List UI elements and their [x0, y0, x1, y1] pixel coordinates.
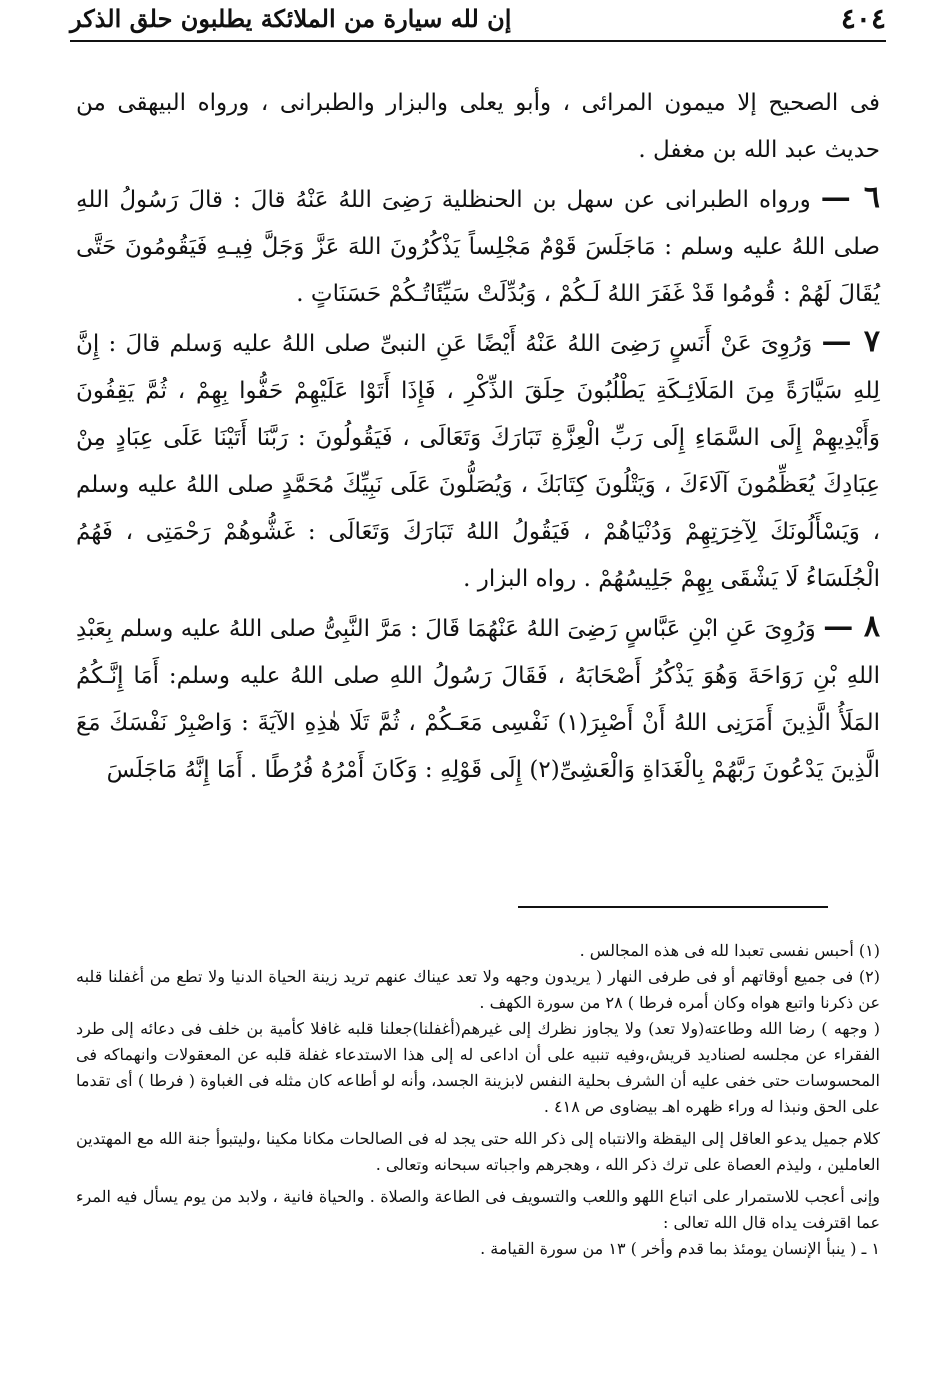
footnote-verse: ١ ـ ( ينبأ الإنسان يومئذ بما قدم وأخر ) ١٣ من سورة القيامة .	[480, 1239, 880, 1258]
running-title: إن لله سيارة من الملائكة يطلبون حلق الذكر	[70, 4, 512, 33]
footnote-remark-2: وإنى أعجب للاستمرار على اتباع اللهو واللعب والتسويف فى الطاعة والصلاة . والحياة فانية ، ولابد من يوم يسأل فيه المرء عما اقترفت يداه قال الله تعالى :	[76, 1187, 880, 1232]
paragraph-text: ورواه الطبرانى عن سهل بن الحنظلية رَضِىَ اللهُ عَنْهُ قالَ : قالَ رَسُولُ اللهِ صلى اللهُ عليه وسلم : مَاجَلَسَ قَوْمٌ مَجْلِساً يَذْكُرُونَ اللهَ عَزَّ وَجَلَّ فِيـهِ فَيَقُومُونَ حَتَّى يُقَالَ لَهُمْ : قُومُوا قَدْ غَفَرَ اللهُ لَـكُمْ ، وَبُدِّلَتْ سَيِّئَاتُـكُمْ حَسَنَاتٍ .	[76, 187, 880, 307]
page-header	[70, 0, 886, 38]
hadith-6	[76, 174, 880, 318]
paragraph-continuation	[76, 80, 880, 174]
footnote-separator	[518, 906, 828, 908]
hadith-7	[76, 318, 880, 603]
footnote-2: (٢) فى جميع أوقاتهم أو فى طرفى النهار ( يريدون وجهه ولا تعد عيناك عنهم تريد زينة الحياة الدنيا ولا تطع من أغفلنا قلبه عن ذكرنا واتبع هواه وكان أمره فرطا ) ٢٨ من سورة الكهف .	[76, 967, 880, 1012]
footnote-commentary: ( وجهه ) رضا الله وطاعته(ولا تعد) ولا يجاوز نظرك إلى غيرهم(أغفلنا)جعلنا قلبه غافلا كأمية بن خلف فى دعائه إلى طرد الفقراء عن مجلسه لصناديد قريش،وفيه تنبيه على أن اداعى له إلى هذا الاستدعاء غفلة قلبه عن المعقولات وانهماكه فى المحسوسات حتى خفى عليه أن الشرف بحلية النفس لابزينة الجسد، وأنه لو أطاعه كان مثله فى الغباوة ( فرطا ) أى تقدما على الحق ونبذا له وراء ظهره اهـ بيضاوى ص ٤١٨ .	[76, 1019, 881, 1116]
page-number: ٤٠٤	[840, 2, 886, 35]
paragraph-text: وَرُوِىَ عَنِ ابْنِ عَبَّاسٍ رَضِىَ اللهُ عَنْهُمَا قَالَ : مَرَّ النَّبِىُّ صلى اللهُ عليه وسلم بِعَبْدِ اللهِ بْنِ رَوَاحَةَ وَهُوَ يَذْكُرُ أَصْحَابَهُ ، فَقَالَ رَسُولُ اللهِ صلى اللهُ عليه وسلم: أَمَا إِنَّـكُمُ المَلَأُ الَّذِينَ أَمَرَنِى اللهُ أَنْ أَصْبِرَ(١) نَفْسِى مَعَـكُمْ ، ثُمَّ تَلَا هٰذِهِ الآيَةَ : وَاصْبِرْ نَفْسَكَ مَعَ الَّذِينَ يَدْعُونَ رَبَّهُمْ بِالْغَدَاةِ وَالْعَشِىِّ(٢) إِلَى قَوْلِهِ : وَكَانَ أَمْرُهُ فُرُطًا . أَمَا إِنَّهُ مَاجَلَسَ	[76, 616, 880, 783]
footnotes	[76, 938, 880, 1262]
hadith-number: ٦ —	[820, 180, 880, 215]
paragraph-text: فى الصحيح إلا ميمون المرائى ، وأبو يعلى والبزار والطبرانى ، ورواه البيهقى من حديث عبد الله بن مغفل .	[76, 90, 880, 163]
footnote-1: (١) أحبس نفسى تعبدا لله فى هذه المجالس .	[579, 941, 880, 960]
main-text	[76, 80, 880, 794]
header-rule	[70, 40, 886, 42]
hadith-8	[76, 603, 880, 794]
paragraph-text: وَرُوِىَ عَنْ أَنَسٍ رَضِىَ اللهُ عَنْهُ أَيْضًا عَنِ النبىِّ صلى اللهُ عليه وَسلم قالَ : إِنَّ لِلهِ سَيَّارَةً مِنَ المَلَائِـكَةِ يَطْلُبُونَ حِلَقَ الذِّكْرِ ، فَإِذَا أَتَوْا عَلَيْهِمْ حَفُّوا بِهِمْ ، ثُمَّ يَقِفُونَ وَأَيْدِيهِمْ إِلَى السَّمَاءِ إِلَى رَبِّ الْعِزَّةِ تَبَارَكَ وَتَعَالَى ، فَيَقُولُونَ : رَبَّنَا أَتَيْنَا عَلَى عِبَادٍ مِنْ عِبَادِكَ يُعَظِّمُونَ آلَاءَكَ ، وَيَتْلُونَ كِتَابَكَ ، وَيُصَلُّونَ عَلَى نَبِيِّكَ مُحَمَّدٍ صلى اللهُ عليه وسلم ، وَيَسْأَلُونَكَ لِآخِرَتِهِمْ وَدُنْيَاهُمْ ، فَيَقُولُ اللهُ تَبَارَكَ وَتَعَالَى : غَشُّوهُمْ رَحْمَتِى ، فَهُمُ الْجُلَسَاءُ لَا يَشْقَى بِهِمْ جَلِيسُهُمْ . رواه البزار .	[76, 331, 880, 592]
hadith-number: ٨ —	[823, 609, 880, 644]
hadith-number: ٧ —	[821, 324, 881, 359]
footnote-remark: كلام جميل يدعو العاقل إلى اليقظة والانتباه إلى ذكر الله حتى يجد له فى الصالحات مكانا مكينا ،وليتبوأ جنة الله مع المهتدين العاملين ، وليذم العصاة على ترك ذكر الله ، وهجرهم واجباته سبحانه وتعالى .	[76, 1129, 881, 1174]
